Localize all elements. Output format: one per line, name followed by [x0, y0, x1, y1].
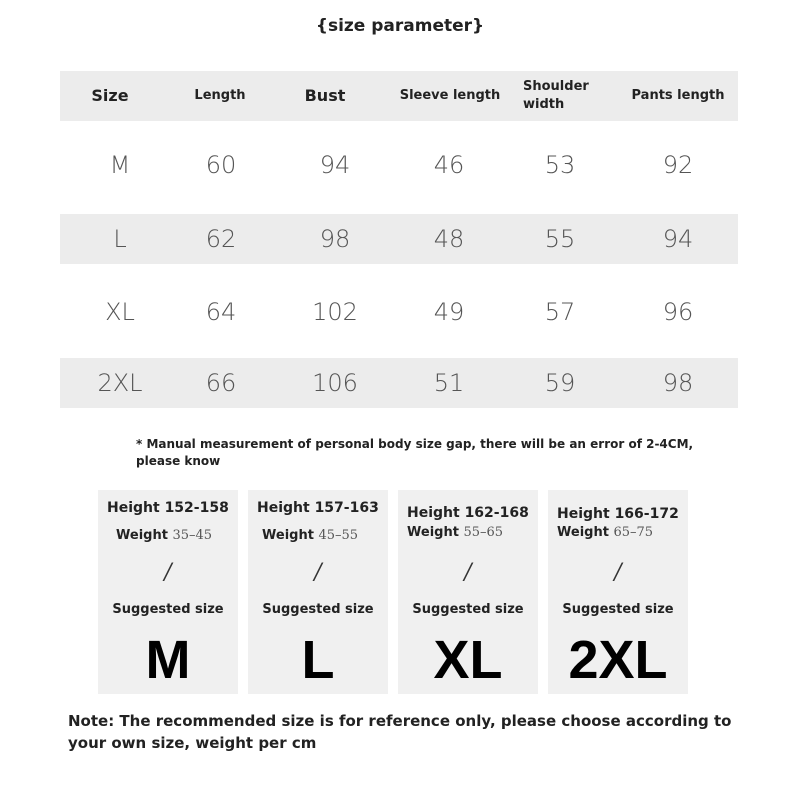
- card-height-range: Height 166-172: [557, 506, 679, 522]
- cell-length: 64: [205, 298, 237, 326]
- header-size: Size: [91, 86, 129, 105]
- card-suggested-label: Suggested size: [412, 602, 524, 617]
- card-weight-range: 45–55: [318, 528, 359, 543]
- cell-sleeve-length: 48: [433, 225, 465, 253]
- size-card-2xl: [548, 490, 688, 694]
- header-sleeve-length: Sleeve length: [399, 88, 501, 103]
- card-weight-label-text: Weight: [557, 525, 609, 540]
- measurement-disclaimer: * Manual measurement of personal body size gap, there will be an error of 2-4CM, please know: [136, 437, 694, 468]
- cell-size: 2XL: [97, 369, 143, 397]
- card-height-range: Height 152-158: [107, 500, 229, 516]
- cell-bust: 94: [319, 151, 351, 179]
- card-suggested-size: XL: [433, 630, 503, 690]
- card-weight-label: [262, 528, 358, 543]
- cell-bust: 106: [312, 369, 358, 397]
- table-row: [60, 140, 738, 190]
- cell-size: XL: [105, 298, 135, 326]
- cell-shoulder-width: 55: [544, 225, 576, 253]
- cell-bust: 102: [312, 298, 358, 326]
- cell-shoulder-width: 57: [544, 298, 576, 326]
- card-divider-slash: /: [314, 560, 322, 585]
- card-weight-label: [557, 525, 653, 540]
- cell-size: L: [113, 225, 127, 253]
- card-weight-range: 55–65: [463, 525, 504, 540]
- header-bust: Bust: [304, 86, 346, 105]
- card-suggested-size: L: [301, 630, 335, 690]
- cell-pants-length: 96: [662, 298, 694, 326]
- page-title: {size parameter}: [315, 16, 485, 36]
- cell-length: 60: [205, 151, 237, 179]
- header-length: Length: [194, 88, 246, 103]
- card-divider-slash: /: [614, 560, 622, 585]
- card-height-range: Height 157-163: [257, 500, 379, 516]
- size-card-xl: [398, 490, 538, 694]
- cell-bust: 98: [319, 225, 351, 253]
- cell-pants-length: 98: [662, 369, 694, 397]
- card-suggested-label: Suggested size: [112, 602, 224, 617]
- card-weight-label-text: Weight: [116, 528, 168, 543]
- card-divider-slash: /: [164, 560, 172, 585]
- card-suggested-size: M: [145, 630, 191, 690]
- table-row: [60, 214, 738, 264]
- card-suggested-label: Suggested size: [562, 602, 674, 617]
- header-pants-length: Pants length: [631, 88, 725, 103]
- card-weight-label-text: Weight: [262, 528, 314, 543]
- cell-shoulder-width: 53: [544, 151, 576, 179]
- cell-sleeve-length: 49: [433, 298, 465, 326]
- cell-sleeve-length: 46: [433, 151, 465, 179]
- size-table-header: [60, 71, 738, 121]
- size-card-l: [248, 490, 388, 694]
- card-weight-range: 35–45: [172, 528, 213, 543]
- card-height-range: Height 162-168: [407, 505, 529, 521]
- cell-shoulder-width: 59: [544, 369, 576, 397]
- cell-sleeve-length: 51: [433, 369, 465, 397]
- header-shoulder-width: Shoulder width: [523, 79, 589, 112]
- card-weight-label-text: Weight: [407, 525, 459, 540]
- cell-pants-length: 92: [662, 151, 694, 179]
- reference-note: Note: The recommended size is for reference only, please choose according to your own size, weight per cm: [68, 712, 732, 752]
- card-suggested-size: 2XL: [568, 630, 668, 690]
- card-weight-range: 65–75: [613, 525, 654, 540]
- card-suggested-label: Suggested size: [262, 602, 374, 617]
- cell-size: M: [109, 151, 131, 179]
- card-weight-label: [116, 528, 212, 543]
- table-row: [60, 358, 738, 408]
- card-divider-slash: /: [464, 560, 472, 585]
- cell-length: 62: [205, 225, 237, 253]
- card-weight-label: [407, 525, 503, 540]
- cell-pants-length: 94: [662, 225, 694, 253]
- cell-length: 66: [205, 369, 237, 397]
- size-card-m: [98, 490, 238, 694]
- table-row: [60, 287, 738, 337]
